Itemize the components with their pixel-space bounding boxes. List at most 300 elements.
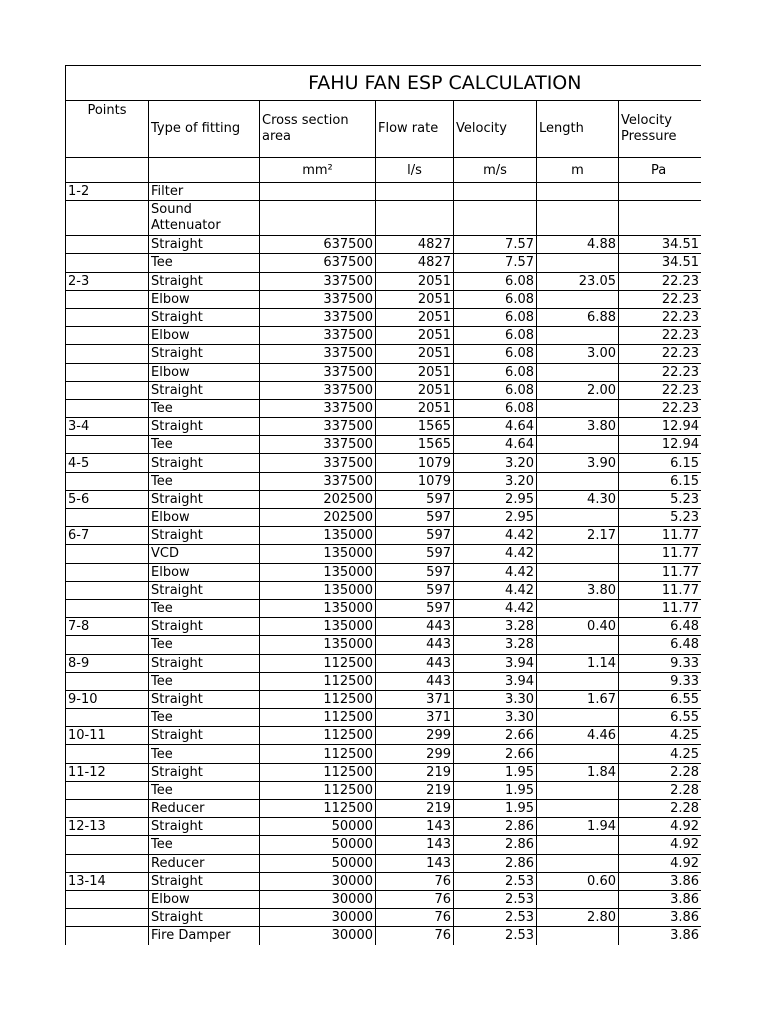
table-row [66,763,702,781]
cell-flow-rate: 2051 [376,381,454,399]
table-row [66,599,702,617]
cell-flow-rate: 2051 [376,345,454,363]
cell-velocity-pressure: 22.23 [619,399,702,417]
cell-flow-rate: 2051 [376,272,454,290]
cell-points [66,854,149,872]
cell-velocity-pressure: 4.25 [619,727,702,745]
cell-area: 637500 [260,236,376,254]
cell-velocity: 3.20 [454,454,537,472]
cell-points: 4-5 [66,454,149,472]
cell-flow-rate: 597 [376,563,454,581]
table-row [66,581,702,599]
cell-length: 0.40 [537,618,619,636]
cell-velocity-pressure: 6.48 [619,636,702,654]
cell-points [66,381,149,399]
cell-flow-rate: 371 [376,709,454,727]
cell-length: 1.94 [537,818,619,836]
cell-length [537,672,619,690]
cell-fitting: Elbow [149,509,260,527]
cell-points [66,745,149,763]
cell-length: 6.88 [537,308,619,326]
cell-velocity: 6.08 [454,272,537,290]
table-row [66,363,702,381]
cell-flow-rate [376,201,454,236]
cell-points [66,890,149,908]
cell-velocity: 2.66 [454,727,537,745]
units-row [66,158,702,183]
cell-area: 337500 [260,381,376,399]
cell-velocity-pressure: 22.23 [619,381,702,399]
cell-length: 3.80 [537,581,619,599]
cell-length [537,890,619,908]
cell-area: 337500 [260,472,376,490]
cell-velocity-pressure: 22.23 [619,345,702,363]
cell-area: 337500 [260,272,376,290]
cell-velocity-pressure: 2.28 [619,800,702,818]
spreadsheet-sheet [65,65,701,945]
cell-area: 202500 [260,509,376,527]
cell-points [66,599,149,617]
cell-velocity: 2.95 [454,490,537,508]
cell-fitting: Straight [149,618,260,636]
cell-length [537,563,619,581]
cell-fitting: Straight [149,418,260,436]
cell-fitting: Tee [149,254,260,272]
cell-length [537,472,619,490]
table-row [66,399,702,417]
cell-flow-rate: 443 [376,672,454,690]
cell-flow-rate: 371 [376,690,454,708]
cell-area: 337500 [260,308,376,326]
cell-points [66,909,149,927]
cell-fitting: Reducer [149,800,260,818]
cell-fitting: Straight [149,763,260,781]
cell-points [66,581,149,599]
header-cross-section-area: Cross section area [260,101,376,158]
cell-length: 2.00 [537,381,619,399]
cell-points: 6-7 [66,527,149,545]
table-row [66,454,702,472]
cell-velocity-pressure: 3.86 [619,872,702,890]
cell-length [537,836,619,854]
cell-velocity-pressure: 3.86 [619,927,702,945]
cell-velocity-pressure: 22.23 [619,308,702,326]
cell-points [66,472,149,490]
cell-velocity: 6.08 [454,381,537,399]
cell-velocity: 3.28 [454,636,537,654]
cell-area: 337500 [260,345,376,363]
cell-velocity: 6.08 [454,327,537,345]
table-row [66,727,702,745]
cell-flow-rate: 76 [376,890,454,908]
cell-fitting: Elbow [149,290,260,308]
cell-points [66,927,149,945]
header-velocity-pressure: Velocity Pressure [619,101,702,158]
cell-velocity-pressure: 11.77 [619,527,702,545]
cell-length [537,709,619,727]
cell-length [537,745,619,763]
cell-points: 10-11 [66,727,149,745]
cell-area: 30000 [260,890,376,908]
cell-length: 4.30 [537,490,619,508]
table-row [66,909,702,927]
cell-area: 135000 [260,618,376,636]
cell-length [537,599,619,617]
cell-points [66,363,149,381]
cell-area: 135000 [260,599,376,617]
cell-fitting: Tee [149,745,260,763]
cell-area: 50000 [260,836,376,854]
cell-points: 1-2 [66,183,149,201]
cell-velocity: 2.86 [454,818,537,836]
table-row [66,836,702,854]
table-row [66,527,702,545]
cell-points: 13-14 [66,872,149,890]
cell-velocity: 4.42 [454,563,537,581]
table-row [66,509,702,527]
cell-velocity: 6.08 [454,290,537,308]
table-row [66,563,702,581]
cell-flow-rate: 2051 [376,327,454,345]
cell-flow-rate: 597 [376,599,454,617]
cell-velocity: 4.42 [454,545,537,563]
table-row [66,927,702,945]
cell-area: 337500 [260,327,376,345]
cell-velocity-pressure: 9.33 [619,654,702,672]
cell-area: 135000 [260,636,376,654]
cell-velocity-pressure: 11.77 [619,581,702,599]
cell-points [66,201,149,236]
cell-fitting: Tee [149,709,260,727]
cell-velocity-pressure: 4.92 [619,818,702,836]
cell-velocity-pressure: 11.77 [619,563,702,581]
cell-flow-rate: 219 [376,800,454,818]
table-row [66,308,702,326]
cell-fitting: Straight [149,690,260,708]
cell-length [537,254,619,272]
cell-velocity-pressure: 9.33 [619,672,702,690]
cell-area: 112500 [260,781,376,799]
cell-velocity-pressure: 22.23 [619,290,702,308]
cell-velocity-pressure: 11.77 [619,545,702,563]
cell-flow-rate: 219 [376,781,454,799]
cell-velocity: 3.94 [454,654,537,672]
cell-velocity: 4.42 [454,581,537,599]
cell-velocity [454,183,537,201]
cell-velocity: 1.95 [454,800,537,818]
cell-area: 337500 [260,418,376,436]
cell-points: 2-3 [66,272,149,290]
cell-fitting: Elbow [149,563,260,581]
unit-points [66,158,149,183]
table-body [66,183,702,946]
header-velocity: Velocity [454,101,537,158]
unit-velocity-pressure: Pa [619,158,702,183]
cell-fitting: Straight [149,236,260,254]
cell-points [66,636,149,654]
cell-flow-rate [376,183,454,201]
cell-velocity: 7.57 [454,236,537,254]
cell-velocity-pressure: 6.15 [619,454,702,472]
table-row [66,709,702,727]
cell-fitting: Straight [149,654,260,672]
cell-length [537,363,619,381]
cell-fitting: Straight [149,818,260,836]
cell-length [537,636,619,654]
cell-flow-rate: 1079 [376,454,454,472]
table-row [66,381,702,399]
cell-area: 135000 [260,563,376,581]
cell-points [66,436,149,454]
cell-flow-rate: 299 [376,745,454,763]
cell-velocity: 2.53 [454,872,537,890]
cell-flow-rate: 2051 [376,363,454,381]
cell-length [537,327,619,345]
cell-area: 337500 [260,290,376,308]
cell-area: 337500 [260,454,376,472]
header-row [66,101,702,158]
cell-length: 2.80 [537,909,619,927]
cell-flow-rate: 443 [376,636,454,654]
cell-fitting: Straight [149,727,260,745]
cell-area: 112500 [260,690,376,708]
cell-fitting: Tee [149,599,260,617]
cell-points [66,509,149,527]
cell-velocity-pressure: 4.92 [619,836,702,854]
cell-flow-rate: 76 [376,909,454,927]
cell-points [66,672,149,690]
cell-points: 5-6 [66,490,149,508]
cell-length: 4.46 [537,727,619,745]
cell-points [66,709,149,727]
cell-length: 3.80 [537,418,619,436]
unit-cross-section-area: mm² [260,158,376,183]
cell-velocity-pressure: 34.51 [619,254,702,272]
table-row [66,672,702,690]
cell-points [66,327,149,345]
table-row [66,436,702,454]
cell-length [537,800,619,818]
cell-length: 4.88 [537,236,619,254]
cell-area: 637500 [260,254,376,272]
cell-points [66,254,149,272]
cell-points [66,290,149,308]
cell-velocity: 3.30 [454,690,537,708]
cell-points [66,836,149,854]
cell-length [537,436,619,454]
table-row [66,872,702,890]
table-row [66,781,702,799]
cell-length: 3.90 [537,454,619,472]
cell-velocity: 4.42 [454,527,537,545]
cell-length [537,781,619,799]
cell-velocity-pressure: 6.55 [619,690,702,708]
cell-velocity-pressure: 6.15 [619,472,702,490]
cell-fitting: Tee [149,836,260,854]
cell-points [66,308,149,326]
cell-fitting: Tee [149,781,260,799]
cell-velocity-pressure: 2.28 [619,763,702,781]
table-row [66,183,702,201]
cell-velocity-pressure [619,183,702,201]
cell-area: 30000 [260,927,376,945]
cell-flow-rate: 2051 [376,399,454,417]
cell-length [537,201,619,236]
cell-area: 30000 [260,909,376,927]
cell-flow-rate: 597 [376,509,454,527]
table-row [66,654,702,672]
cell-velocity: 2.53 [454,909,537,927]
cell-fitting: Straight [149,308,260,326]
table-row [66,254,702,272]
table-row [66,618,702,636]
cell-flow-rate: 597 [376,545,454,563]
table-row [66,272,702,290]
cell-velocity: 6.08 [454,308,537,326]
cell-length [537,927,619,945]
cell-flow-rate: 76 [376,927,454,945]
cell-flow-rate: 299 [376,727,454,745]
table-row [66,345,702,363]
cell-points: 12-13 [66,818,149,836]
cell-velocity-pressure: 12.94 [619,418,702,436]
cell-flow-rate: 4827 [376,236,454,254]
cell-flow-rate: 4827 [376,254,454,272]
cell-length [537,545,619,563]
cell-area: 337500 [260,399,376,417]
cell-fitting: Straight [149,872,260,890]
cell-fitting: Tee [149,636,260,654]
cell-velocity: 4.64 [454,436,537,454]
cell-velocity: 4.64 [454,418,537,436]
cell-fitting: Straight [149,381,260,399]
table-row [66,418,702,436]
header-length: Length [537,101,619,158]
unit-velocity: m/s [454,158,537,183]
esp-calculation-table [65,65,701,945]
table-row [66,490,702,508]
cell-area [260,183,376,201]
cell-length: 3.00 [537,345,619,363]
cell-velocity-pressure: 5.23 [619,490,702,508]
cell-fitting: Reducer [149,854,260,872]
cell-fitting: Tee [149,436,260,454]
cell-velocity-pressure: 5.23 [619,509,702,527]
cell-area: 135000 [260,527,376,545]
cell-fitting: Straight [149,490,260,508]
cell-length: 1.14 [537,654,619,672]
cell-area: 112500 [260,727,376,745]
cell-velocity-pressure: 22.23 [619,327,702,345]
cell-area: 112500 [260,709,376,727]
cell-velocity-pressure: 22.23 [619,272,702,290]
cell-area: 50000 [260,854,376,872]
cell-velocity: 3.30 [454,709,537,727]
cell-fitting: Elbow [149,890,260,908]
cell-length [537,509,619,527]
cell-fitting: Sound Attenuator [149,201,260,236]
cell-velocity [454,201,537,236]
cell-velocity: 2.53 [454,927,537,945]
cell-points [66,800,149,818]
cell-area: 135000 [260,545,376,563]
cell-length: 1.67 [537,690,619,708]
cell-velocity-pressure: 3.86 [619,909,702,927]
cell-flow-rate: 143 [376,818,454,836]
cell-fitting: Straight [149,272,260,290]
cell-area: 112500 [260,745,376,763]
cell-fitting: Tee [149,399,260,417]
cell-flow-rate: 597 [376,490,454,508]
cell-velocity: 2.86 [454,854,537,872]
cell-fitting: Straight [149,527,260,545]
cell-velocity: 1.95 [454,763,537,781]
cell-velocity: 3.20 [454,472,537,490]
cell-velocity-pressure: 4.92 [619,854,702,872]
cell-length: 1.84 [537,763,619,781]
cell-area: 112500 [260,800,376,818]
cell-points: 11-12 [66,763,149,781]
cell-flow-rate: 2051 [376,308,454,326]
table-row [66,636,702,654]
cell-velocity: 2.66 [454,745,537,763]
cell-velocity-pressure: 11.77 [619,599,702,617]
cell-area: 50000 [260,818,376,836]
cell-points: 3-4 [66,418,149,436]
cell-length: 2.17 [537,527,619,545]
cell-velocity-pressure: 12.94 [619,436,702,454]
cell-velocity: 6.08 [454,363,537,381]
cell-area: 112500 [260,763,376,781]
cell-area: 135000 [260,581,376,599]
cell-points [66,563,149,581]
cell-velocity-pressure [619,201,702,236]
cell-flow-rate: 443 [376,654,454,672]
cell-velocity-pressure: 3.86 [619,890,702,908]
cell-velocity-pressure: 2.28 [619,781,702,799]
cell-velocity: 2.86 [454,836,537,854]
table-row [66,800,702,818]
cell-velocity: 3.28 [454,618,537,636]
unit-type-of-fitting [149,158,260,183]
cell-length: 0.60 [537,872,619,890]
table-row [66,890,702,908]
cell-velocity-pressure: 6.55 [619,709,702,727]
table-row [66,690,702,708]
cell-flow-rate: 443 [376,618,454,636]
cell-velocity: 2.95 [454,509,537,527]
cell-velocity-pressure: 4.25 [619,745,702,763]
table-row [66,818,702,836]
cell-flow-rate: 597 [376,581,454,599]
cell-fitting: VCD [149,545,260,563]
cell-velocity: 6.08 [454,345,537,363]
cell-fitting: Straight [149,345,260,363]
cell-length [537,183,619,201]
cell-length [537,290,619,308]
unit-length: m [537,158,619,183]
cell-velocity: 6.08 [454,399,537,417]
header-type-of-fitting: Type of fitting [149,101,260,158]
cell-velocity: 3.94 [454,672,537,690]
table-row [66,854,702,872]
cell-area: 30000 [260,872,376,890]
cell-points: 9-10 [66,690,149,708]
cell-velocity: 7.57 [454,254,537,272]
unit-flow-rate: l/s [376,158,454,183]
table-row [66,745,702,763]
cell-flow-rate: 76 [376,872,454,890]
